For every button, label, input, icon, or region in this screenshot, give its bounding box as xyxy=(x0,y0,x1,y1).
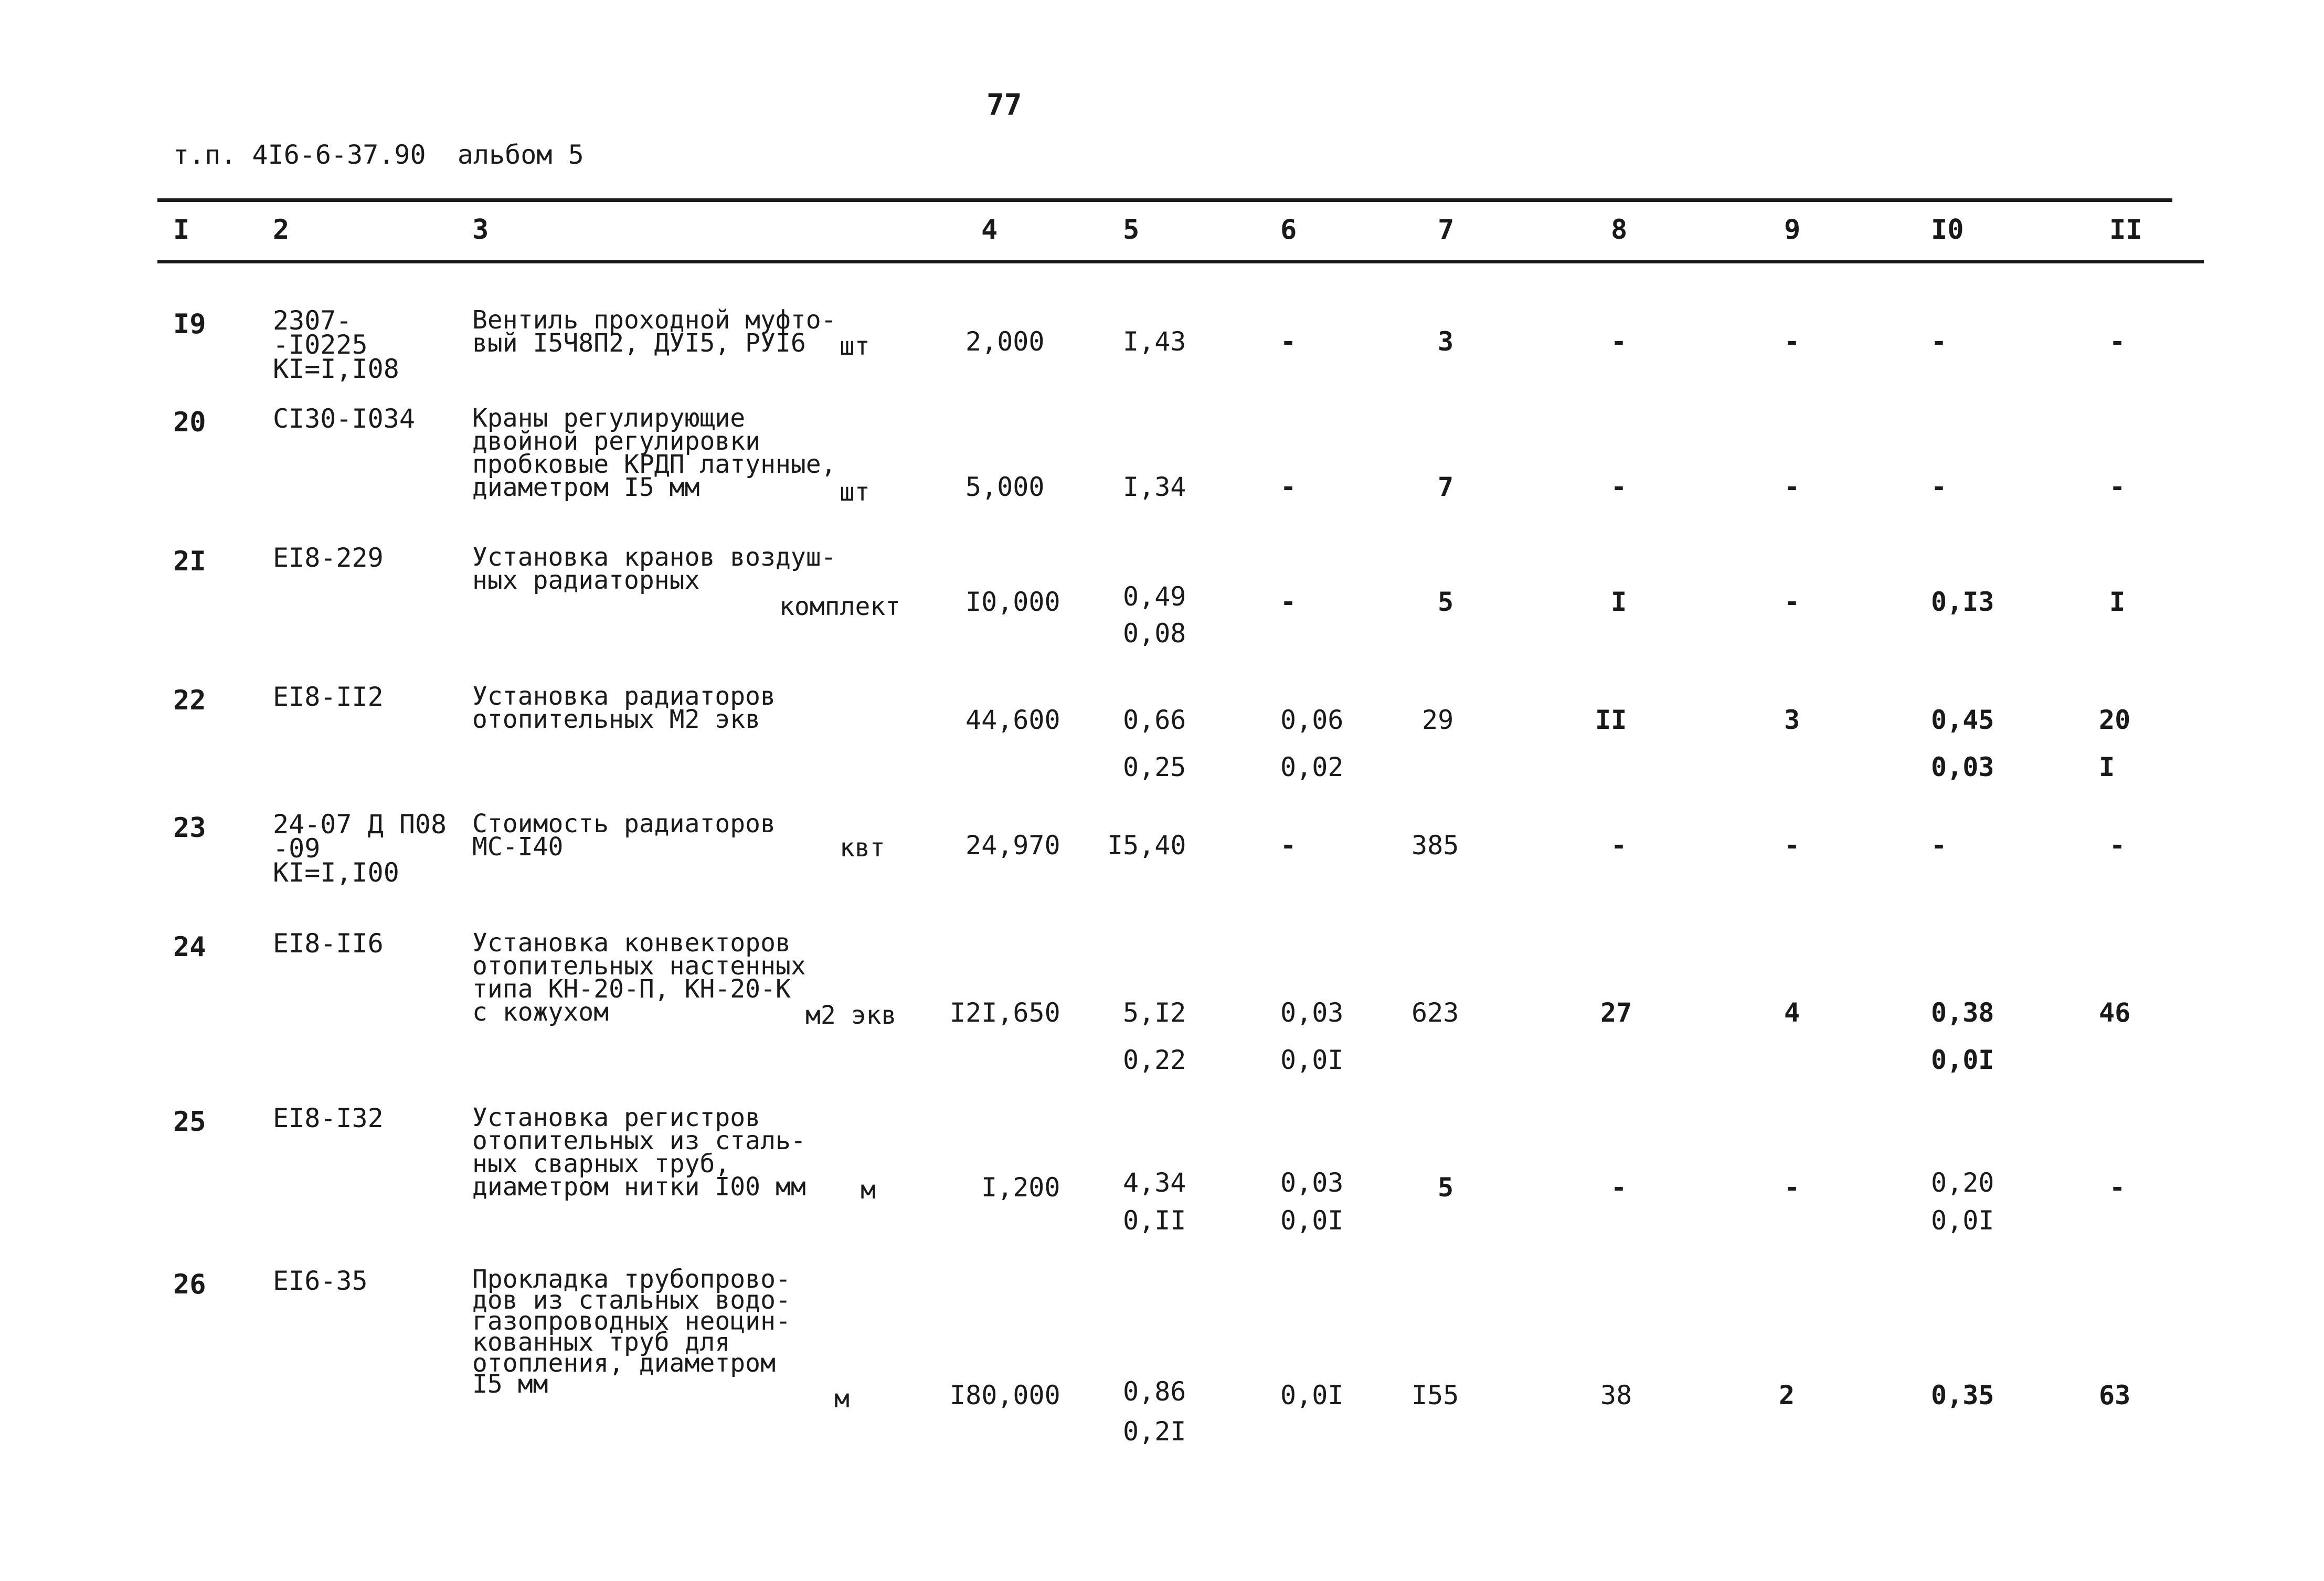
quantity: 44,600 xyxy=(965,705,1060,735)
col-8: - xyxy=(1611,1172,1627,1203)
col-11: - xyxy=(2109,326,2126,357)
col-7: 385 xyxy=(1412,830,1459,861)
col-10: 0,38 0,0I xyxy=(1931,998,1994,1075)
col-8: - xyxy=(1611,830,1627,861)
col-7: 623 xyxy=(1412,998,1459,1028)
quantity: I80,000 xyxy=(950,1380,1060,1410)
quantity: 24,970 xyxy=(965,830,1060,861)
col-7: I55 xyxy=(1412,1380,1459,1410)
work-name: Установка кранов воздуш- ных радиаторных xyxy=(472,543,836,595)
col-9: 3 xyxy=(1784,705,1800,735)
row-number: 26 xyxy=(173,1269,206,1300)
col-8: II xyxy=(1595,705,1627,735)
quantity: I,200 xyxy=(981,1172,1060,1203)
price-code: EI8-II6 xyxy=(273,928,384,959)
col-7: 5 xyxy=(1438,587,1454,617)
col-10: - xyxy=(1931,830,1947,861)
col-6: - xyxy=(1280,587,1297,617)
col-6: - xyxy=(1280,830,1297,861)
col-6: - xyxy=(1280,472,1297,502)
col-8: I xyxy=(1611,587,1627,617)
column-header-7: 7 xyxy=(1438,214,1455,246)
col-10: - xyxy=(1931,326,1947,357)
quantity: 2,000 xyxy=(965,326,1045,357)
col-5: 4,34 0,II xyxy=(1123,1168,1186,1236)
col-10: 0,20 0,0I xyxy=(1931,1168,1994,1236)
col-9: 4 xyxy=(1784,998,1800,1028)
col-10: 0,45 0,03 xyxy=(1931,705,1994,782)
col-9: - xyxy=(1784,1172,1800,1203)
col-6: 0,03 0,0I xyxy=(1280,998,1344,1075)
document-reference: т.п. 4I6-6-37.90 альбом 5 xyxy=(173,140,584,170)
header-rule-bottom xyxy=(157,260,2204,263)
header-rule-top xyxy=(157,198,2172,202)
unit: шт xyxy=(840,332,870,361)
col-11: 20 I xyxy=(2099,705,2131,782)
column-header-4: 4 xyxy=(981,214,998,246)
work-name: Прокладка трубопрово- дов из стальных водо- газопроводных неоцин- кованных труб для отопления, диаметром I5 мм xyxy=(472,1265,791,1399)
unit: квт xyxy=(840,833,885,863)
col-5: I5,40 xyxy=(1107,830,1186,861)
page-number: 77 xyxy=(986,88,1022,122)
column-header-5: 5 xyxy=(1123,214,1140,246)
column-header-3: 3 xyxy=(472,214,489,246)
work-name: Установка конвекторов отопительных настенных типа КН-20-П, КН-20-К с кожухом xyxy=(472,928,806,1027)
unit: м2 экв xyxy=(805,1001,897,1030)
col-6: 0,0I xyxy=(1280,1380,1344,1410)
col-7: 7 xyxy=(1438,472,1454,502)
column-header-6: 6 xyxy=(1280,214,1297,246)
col-5: I,34 xyxy=(1123,472,1186,502)
price-code: EI6-35 xyxy=(273,1266,368,1296)
col-9: - xyxy=(1784,587,1800,617)
row-number: 20 xyxy=(173,407,206,438)
col-6: 0,06 0,02 xyxy=(1280,705,1344,782)
col-11: I xyxy=(2109,587,2126,617)
col-8: 27 xyxy=(1600,998,1632,1028)
price-code: 24-07 Д П08 -09 KI=I,I00 xyxy=(273,809,447,888)
col-5: 0,66 0,25 xyxy=(1123,705,1186,782)
price-code: EI8-II2 xyxy=(273,682,384,712)
unit: м xyxy=(834,1384,850,1414)
col-5: 0,49 0,08 xyxy=(1123,581,1186,649)
col-11: - xyxy=(2109,1172,2126,1203)
col-11: - xyxy=(2109,472,2126,502)
price-code: EI8-I32 xyxy=(273,1103,384,1133)
row-number: 25 xyxy=(173,1106,206,1138)
col-8: 38 xyxy=(1600,1380,1632,1410)
work-name: Установка радиаторов отопительных М2 экв xyxy=(472,682,776,734)
col-7: 29 xyxy=(1422,705,1454,735)
col-9: 2 xyxy=(1779,1380,1795,1410)
col-9: - xyxy=(1784,472,1800,502)
col-11: - xyxy=(2109,830,2126,861)
col-9: - xyxy=(1784,326,1800,357)
price-code: EI8-229 xyxy=(273,543,384,573)
column-header-9: 9 xyxy=(1784,214,1801,246)
quantity: I2I,650 xyxy=(950,998,1060,1028)
row-number: 24 xyxy=(173,931,206,963)
col-5: I,43 xyxy=(1123,326,1186,357)
quantity: 5,000 xyxy=(965,472,1045,502)
price-code: 2307- -I0225 KI=I,I08 xyxy=(273,305,399,384)
col-6: 0,03 0,0I xyxy=(1280,1168,1344,1236)
column-header-1: I xyxy=(173,214,190,246)
col-8: - xyxy=(1611,472,1627,502)
work-name: Установка регистров отопительных из сталь- ных сварных труб, диаметром нитки I00 мм xyxy=(472,1103,806,1202)
col-7: 3 xyxy=(1438,326,1454,357)
row-number: 2I xyxy=(173,546,206,577)
col-5: 0,86 0,2I xyxy=(1123,1376,1186,1447)
work-name: Краны регулирующие двойной регулировки пробковые КРДП латунные, диаметром I5 мм xyxy=(472,404,836,502)
row-number: 22 xyxy=(173,685,206,716)
row-number: 23 xyxy=(173,812,206,844)
unit: комплект xyxy=(779,592,901,621)
unit: шт xyxy=(840,478,870,507)
work-name: Стоимость радиаторов МС-I40 xyxy=(472,809,776,862)
column-header-2: 2 xyxy=(273,214,290,246)
work-name: Вентиль проходной муфто- вый I5Ч8П2, ДУI5, РУI6 xyxy=(472,305,836,358)
col-10: 0,35 xyxy=(1931,1380,1994,1410)
col-10: 0,I3 xyxy=(1931,587,1994,617)
col-10: - xyxy=(1931,472,1947,502)
column-header-11: II xyxy=(2109,214,2142,246)
col-6: - xyxy=(1280,326,1297,357)
unit: м xyxy=(861,1175,876,1205)
col-9: - xyxy=(1784,830,1800,861)
col-5: 5,I2 0,22 xyxy=(1123,998,1186,1075)
col-8: - xyxy=(1611,326,1627,357)
row-number: I9 xyxy=(173,309,206,340)
quantity: I0,000 xyxy=(965,587,1060,617)
col-11: 46 xyxy=(2099,998,2131,1028)
price-code: CI30-I034 xyxy=(273,404,415,434)
column-header-10: I0 xyxy=(1931,214,1964,246)
col-11: 63 xyxy=(2099,1380,2131,1410)
col-7: 5 xyxy=(1438,1172,1454,1203)
column-header-8: 8 xyxy=(1611,214,1628,246)
